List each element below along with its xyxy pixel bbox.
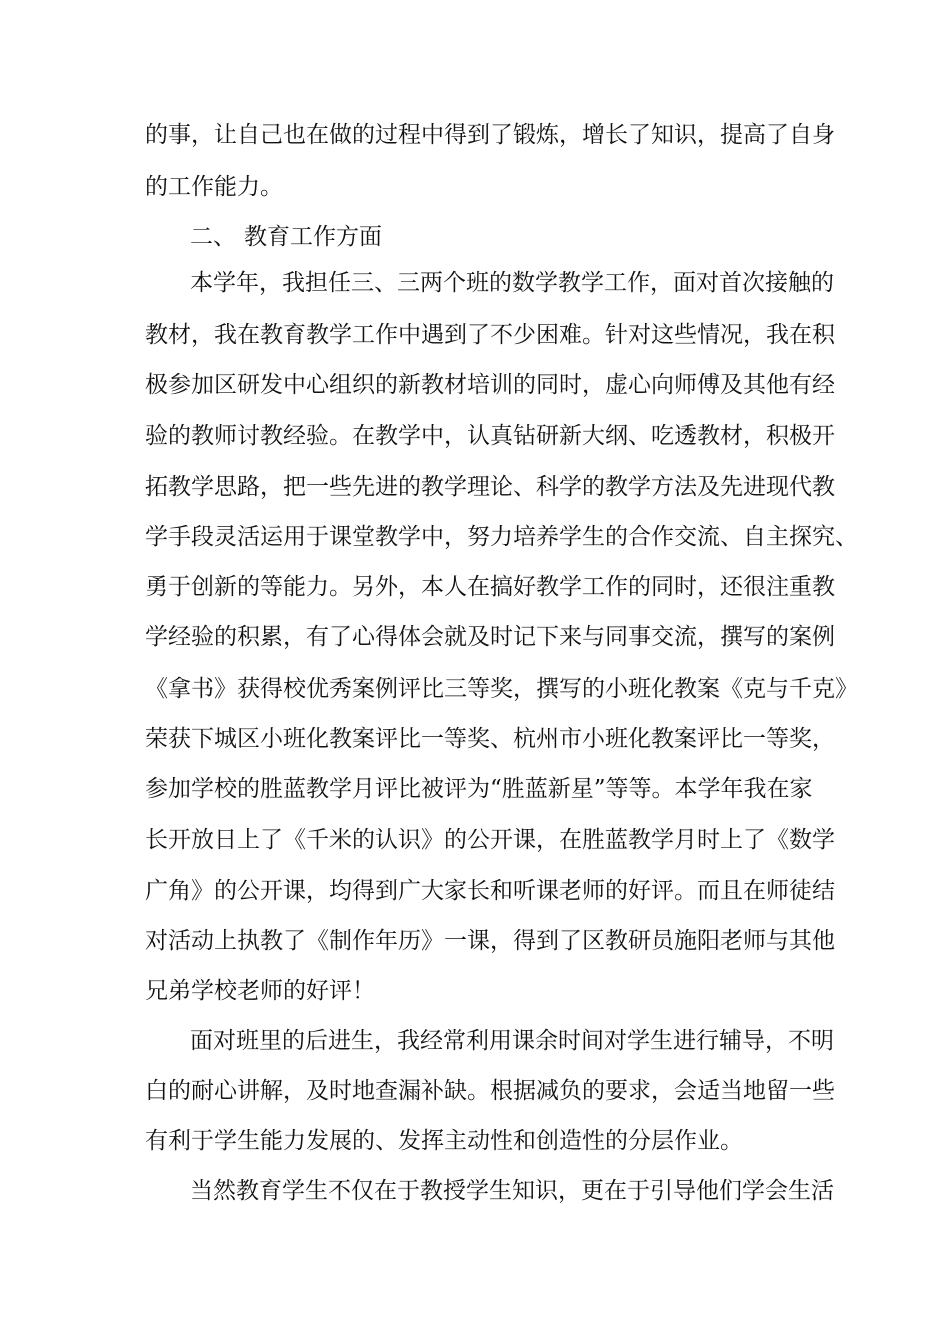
body-line: 的工作能力。 — [145, 174, 283, 200]
body-line: 白的耐心讲解，及时地查漏补缺。根据减负的要求，会适当地留一些 — [145, 1078, 835, 1104]
section-number: 二、 — [190, 224, 236, 250]
paragraph-first-line: 本学年，我担任三、三两个班的数学教学工作，面对首次接触的 — [190, 270, 834, 296]
body-line: 有利于学生能力发展的、发挥主动性和创造性的分层作业。 — [145, 1128, 743, 1154]
body-line: 教材，我在教育教学工作中遇到了不少困难。针对这些情况，我在积 — [145, 322, 835, 348]
body-line: 对活动上执教了《制作年历》一课，得到了区教研员施阳老师与其他 — [145, 928, 835, 954]
body-line: 兄弟学校老师的好评！ — [145, 978, 375, 1004]
section-title: 教育工作方面 — [244, 224, 382, 250]
body-line: 的事，让自己也在做的过程中得到了锻炼，增长了知识，提高了自身 — [145, 122, 835, 148]
body-line: 《拿书》获得校优秀案例评比三等奖，撰写的小班化教案《克与千克》 — [145, 676, 858, 702]
paragraph-first-line: 面对班里的后进生，我经常利用课余时间对学生进行辅导，不明 — [190, 1028, 834, 1054]
body-line: 拓教学思路，把一些先进的教学理论、科学的教学方法及先进现代教 — [145, 474, 835, 500]
body-line: 勇于创新的等能力。另外，本人在搞好教学工作的同时，还很注重教 — [145, 574, 835, 600]
body-line: 学手段灵活运用于课堂教学中，努力培养学生的合作交流、自主探究、 — [145, 524, 858, 550]
paragraph-first-line: 当然教育学生不仅在于教授学生知识，更在于引导他们学会生活 — [190, 1178, 834, 1204]
body-line: 验的教师讨教经验。在教学中，认真钻研新大纲、吃透教材，积极开 — [145, 423, 835, 449]
body-line: 广角》的公开课，均得到广大家长和听课老师的好评。而且在师徒结 — [145, 878, 835, 904]
body-line: 极参加区研发中心组织的新教材培训的同时，虚心向师傅及其他有经 — [145, 372, 835, 398]
body-line: 参加学校的胜蓝教学月评比被评为“胜蓝新星”等等。本学年我在家 — [145, 776, 813, 802]
body-line: 长开放日上了《千米的认识》的公开课，在胜蓝教学月时上了《数学 — [145, 827, 835, 853]
section-heading — [190, 222, 382, 252]
body-line: 学经验的积累，有了心得体会就及时记下来与同事交流，撰写的案例 — [145, 624, 835, 650]
body-line: 荣获下城区小班化教案评比一等奖、杭州市小班化教案评比一等奖， — [145, 726, 835, 752]
